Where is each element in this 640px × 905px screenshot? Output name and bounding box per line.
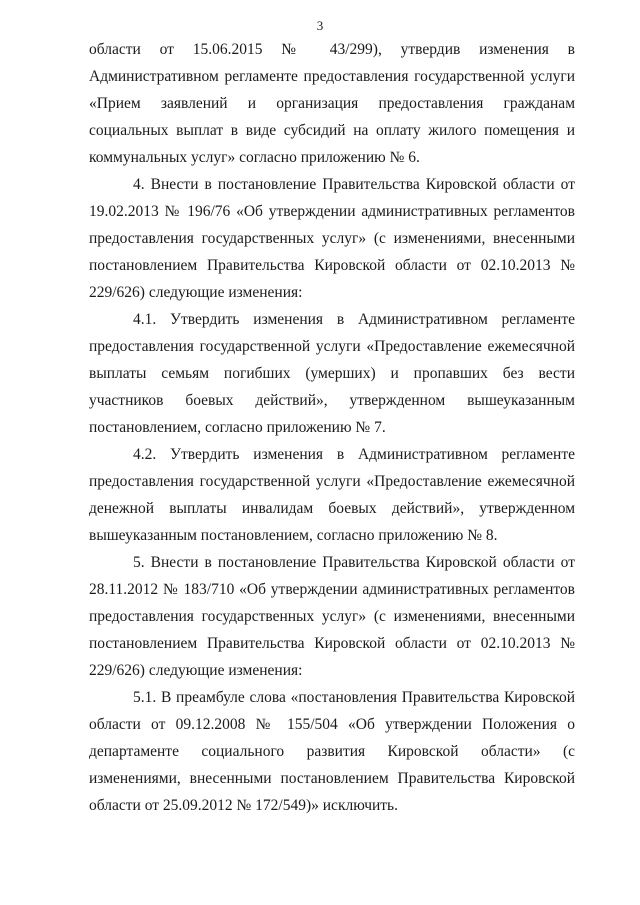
paragraph-item-5-1: 5.1. В преамбуле слова «постановления Правительства Кировской области от 09.12.2008 № 155/504 «Об утверждении Положения о департаменте социального развития Кировской области» (с изменениями, внесенными постановлением Правительства Кировской области от 25.09.2012 № 172/549)» исключить. [89, 689, 575, 814]
paragraph-item-4-1: 4.1. Утвердить изменения в Административном регламенте предоставления государственной услуги «Предоставление ежемесячной выплаты семьям погибших (умерших) и пропавших без вести участников боевых действий», утвержденном вышеуказанным постановлением, согласно приложению № 7. [89, 311, 575, 436]
document-body [89, 36, 575, 819]
paragraph-item-4: 4. Внести в постановление Правительства Кировской области от 19.02.2013 № 196/76 «Об утверждении административных регламентов предоставления государственных услуг» (с изменениями, внесенными постановлением Правительства Кировской области от 02.10.2013 № 229/626) следующие изменения: [89, 176, 575, 301]
page-number: 3 [316, 18, 324, 33]
paragraph-item-5: 5. Внести в постановление Правительства Кировской области от 28.11.2012 № 183/710 «Об утверждении административных регламентов предоставления государственных услуг» (с изменениями, внесенными постановлением Правительства Кировской области от 02.10.2013 № 229/626) следующие изменения: [89, 554, 575, 679]
paragraph-item-4-2: 4.2. Утвердить изменения в Административном регламенте предоставления государственной услуги «Предоставление ежемесячной денежной выплаты инвалидам боевых действий», утвержденном вышеуказанным постановлением, согласно приложению № 8. [89, 446, 575, 544]
paragraph-continuation: области от 15.06.2015 № 43/299), утвердив изменения в Административном регламенте предоставления государственной услуги «Прием заявлений и организация предоставления гражданам социальных выплат в виде субсидий на оплату жилого помещения и коммунальных услуг» согласно приложению № 6. [89, 41, 575, 166]
